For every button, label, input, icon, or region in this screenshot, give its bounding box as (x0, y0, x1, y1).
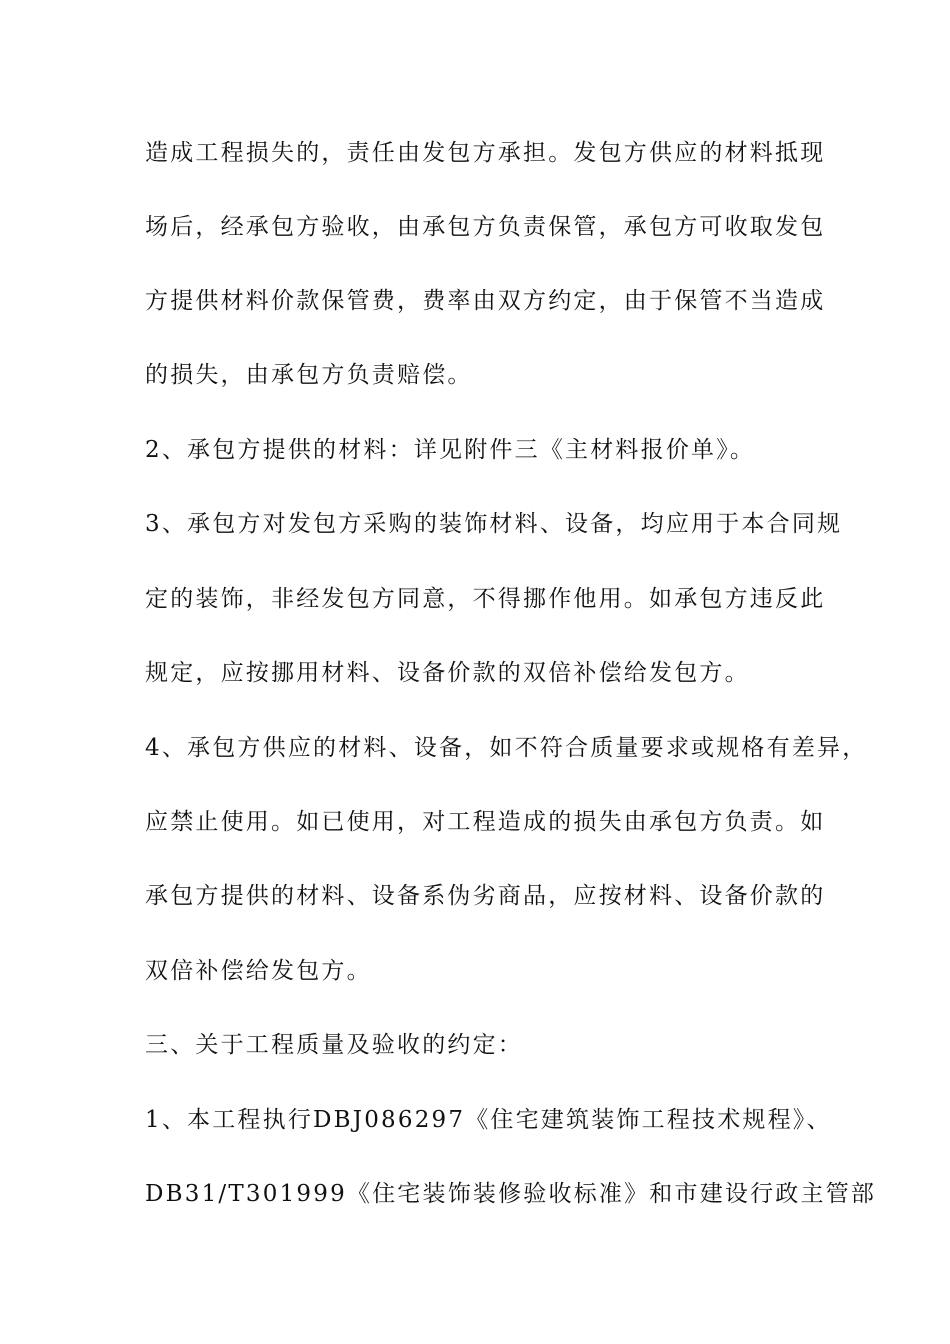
text-line: 3、承包方对发包方采购的装饰材料、设备，均应用于本合同规 (145, 511, 843, 537)
text-line: 的损失，由承包方负责赔偿。 (145, 362, 473, 388)
text-line: 双倍补偿给发包方。 (145, 958, 372, 984)
text-line: 4、承包方供应的材料、设备，如不符合质量要求或规格有差异， (145, 735, 868, 761)
text-line: 场后，经承包方验收，由承包方负责保管，承包方可收取发包 (145, 214, 826, 240)
text-line: DB31/T301999《住宅装饰装修验收标准》和市建设行政主管部 (145, 1181, 877, 1207)
text-line: 方提供材料价款保管费，费率由双方约定，由于保管不当造成 (145, 288, 826, 314)
text-line: 承包方提供的材料、设备系伪劣商品，应按材料、设备价款的 (145, 883, 826, 909)
text-line: 1、本工程执行DBJ086297《住宅建筑装饰工程技术规程》、 (145, 1107, 832, 1133)
text-line: 造成工程损失的，责任由发包方承担。发包方供应的材料抵现 (145, 140, 826, 166)
text-line: 应禁止使用。如已使用，对工程造成的损失由承包方负责。如 (145, 809, 826, 835)
text-line: 规定，应按挪用材料、设备价款的双倍补偿给发包方。 (145, 660, 750, 686)
text-line: 2、承包方提供的材料：详见附件三《主材料报价单》。 (145, 437, 756, 463)
text-line: 定的装饰，非经发包方同意，不得挪作他用。如承包方违反此 (145, 586, 826, 612)
text-line: 三、关于工程质量及验收的约定： (145, 1032, 523, 1058)
